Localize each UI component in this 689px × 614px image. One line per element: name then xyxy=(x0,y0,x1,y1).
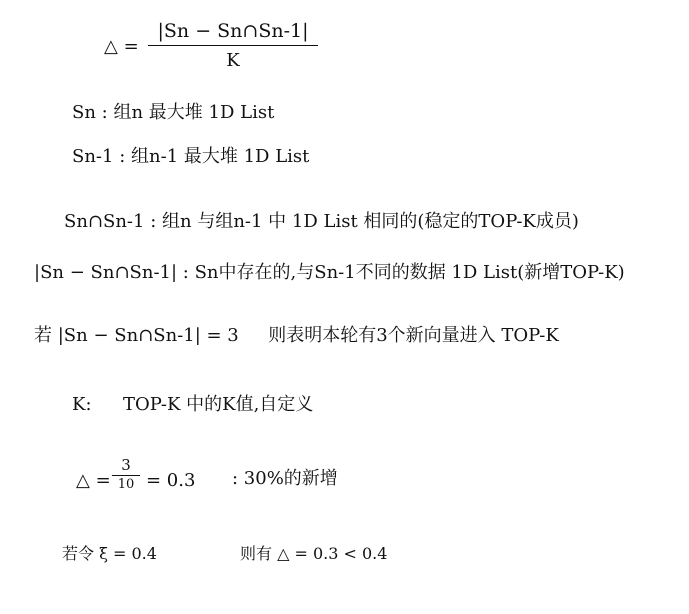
example-delta-result: = 0.3 xyxy=(146,470,196,491)
delta-formula-fraction xyxy=(148,22,318,70)
example-delta-numerator: 3 xyxy=(121,456,131,474)
def-intersection-symbol: Sn∩Sn-1 xyxy=(64,211,145,232)
def-k-text: TOP-K 中的K值,自定义 xyxy=(122,394,314,415)
example-text: 则表明本轮有3个新向量进入 TOP-K xyxy=(268,325,559,346)
delta-formula-lhs: △ = xyxy=(104,36,139,57)
example-interpretation xyxy=(34,327,559,345)
def-intersection-text: 组n 与组n-1 中 1D List 相同的(稳定的TOP-K成员) xyxy=(162,211,579,232)
example-expression: |Sn − Sn∩Sn-1| = 3 xyxy=(57,325,239,346)
def-intersection-sep: : xyxy=(150,211,157,232)
def-sn xyxy=(72,104,274,122)
example-delta-fraction xyxy=(112,458,140,491)
def-sn-text: 组n 最大堆 1D List xyxy=(113,102,275,123)
def-difference xyxy=(34,264,625,282)
threshold-conclusion: 则有 △ = 0.3 < 0.4 xyxy=(240,544,388,563)
def-sn-sep: : xyxy=(101,102,108,123)
def-sn1 xyxy=(72,148,309,166)
def-sn1-symbol: Sn-1 xyxy=(72,146,114,167)
delta-formula-numerator: |Sn − Sn∩Sn-1| xyxy=(157,20,309,42)
example-prefix: 若 xyxy=(34,325,52,346)
def-k xyxy=(72,396,313,414)
def-difference-symbol: |Sn − Sn∩Sn-1| xyxy=(34,262,178,283)
def-difference-sep: : xyxy=(182,262,189,283)
example-delta-lhs: △ = xyxy=(76,470,111,491)
def-k-symbol: K: xyxy=(72,394,92,415)
def-sn1-text: 组n-1 最大堆 1D List xyxy=(131,146,310,167)
example-delta-note: : 30%的新增 xyxy=(232,468,338,489)
def-sn1-sep: : xyxy=(119,146,126,167)
threshold-assumption: 若令 ξ = 0.4 xyxy=(62,544,157,563)
example-delta-denominator: 10 xyxy=(117,477,135,492)
def-intersection xyxy=(64,213,579,231)
def-sn-symbol: Sn xyxy=(72,102,96,123)
delta-formula-denominator: K xyxy=(226,50,240,71)
def-difference-text: Sn中存在的,与Sn-1不同的数据 1D List(新增TOP-K) xyxy=(194,262,625,283)
